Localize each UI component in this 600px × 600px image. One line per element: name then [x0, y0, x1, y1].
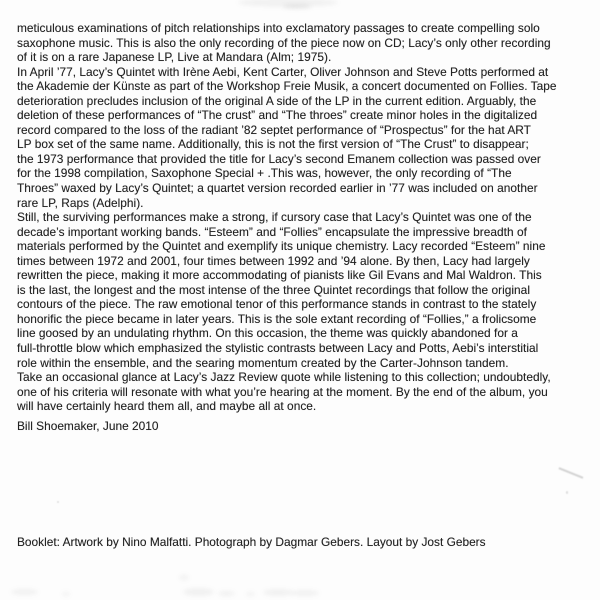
scan-scratch: [559, 467, 584, 478]
text-line: full-throttle blow which emphasized the stylistic contrasts between Lacy and Potts, Aebi’s interstitial: [17, 341, 539, 356]
text-line: Still, the surviving performances make a strong, if cursory case that Lacy’s Quintet was one of the: [17, 210, 532, 225]
scan-smudge: [183, 588, 214, 596]
scan-smudge: [291, 590, 319, 596]
text-line: line goosed by an undulating rhythm. On this occasion, the theme was quickly abandoned for a: [17, 326, 518, 341]
text-line: Throes” waxed by Lacy’s Quintet; a quartet version recorded earlier in ’77 was included on another: [17, 181, 538, 196]
scan-speck: [566, 491, 568, 494]
text-line: saxophone music. This is also the only recording of the piece now on CD; Lacy’s only other recording: [17, 35, 551, 50]
text-line: rare LP, Raps (Adelphi).: [17, 195, 144, 210]
text-line: is the last, the longest and the most intense of the three Quintet recordings that follow the original: [17, 282, 530, 297]
text-line: materials performed by the Quintet and exemplify its unique chemistry. Lacy recorded “Esteem” nine: [17, 239, 546, 254]
scan-smudge: [246, 592, 255, 596]
scan-smudge: [11, 589, 38, 595]
scan-smudge: [283, 4, 311, 9]
scan-smudge: [218, 591, 235, 596]
text-line: rewritten the piece, making it more accommodating of pianists like Gil Evans and Mal Waldron. This: [17, 268, 542, 283]
text-line: deterioration precludes inclusion of the original A side of the LP in the current edition. Arguably, the: [17, 93, 537, 108]
scan-smudge: [179, 575, 189, 580]
text-line: record compared to the loss of the radiant ’82 septet performance of “Prospectus” for the hat ART: [17, 122, 531, 137]
author-signature: Bill Shoemaker, June 2010: [17, 419, 159, 433]
text-line: LP box set of the same name. Additionally, this is not the first version of “The Crust” to disappear;: [17, 137, 529, 152]
text-line: Take an occasional glance at Lacy’s Jazz Review quote while listening to this collection; undoubtedly,: [17, 370, 551, 385]
text-line: one of his criteria will resonate with what you’re hearing at the moment. By the end of the album, you: [17, 384, 548, 399]
text-line: will have certainly heard them all, and maybe all at once.: [17, 399, 317, 414]
text-line: contours of the piece. The raw emotional tenor of this performance stands in contrast to the stately: [17, 297, 537, 312]
text-line: role within the ensemble, and the searing momentum created by the Carter-Johnson tandem.: [17, 355, 509, 370]
text-line: for the 1998 compilation, Saxophone Special + .This was, however, the only recording of “The: [17, 166, 512, 181]
booklet-credits: Booklet: Artwork by Nino Malfatti. Photograph by Dagmar Gebers. Layout by Jost Gebers: [17, 535, 486, 549]
text-line: times between 1972 and 2001, four times between 1992 and ’94 alone. By then, Lacy had largely: [17, 253, 530, 268]
scan-smudge: [62, 592, 70, 596]
text-line: In April ’77, Lacy’s Quintet with Irène Aebi, Kent Carter, Oliver Johnson and Steve Potts performed at: [17, 64, 549, 79]
text-line: the 1973 performance that provided the title for Lacy’s second Emanem collection was passed over: [17, 151, 541, 166]
scan-smudge: [263, 589, 293, 596]
text-line: the Akademie der Künste as part of the Workshop Freie Musik, a concert documented on Follies. Tape: [17, 79, 557, 94]
text-line: of it is on a rare Japanese LP, Live at Mandara (Alm; 1975).: [17, 50, 332, 65]
liner-notes-text: [17, 21, 557, 414]
text-line: decade’s important working bands. “Esteem” and “Follies” encapsulate the impressive breadth of: [17, 224, 527, 239]
text-line: deletion of these performances of “The crust” and “The throes” create minor holes in the digitalized: [17, 108, 538, 123]
text-line: honorific the piece became in later years. This is the sole extant recording of “Follies,” a frolicsome: [17, 311, 537, 326]
scan-speck: [57, 501, 59, 503]
text-line: meticulous examinations of pitch relationships into exclamatory passages to create compelling solo: [17, 21, 540, 35]
